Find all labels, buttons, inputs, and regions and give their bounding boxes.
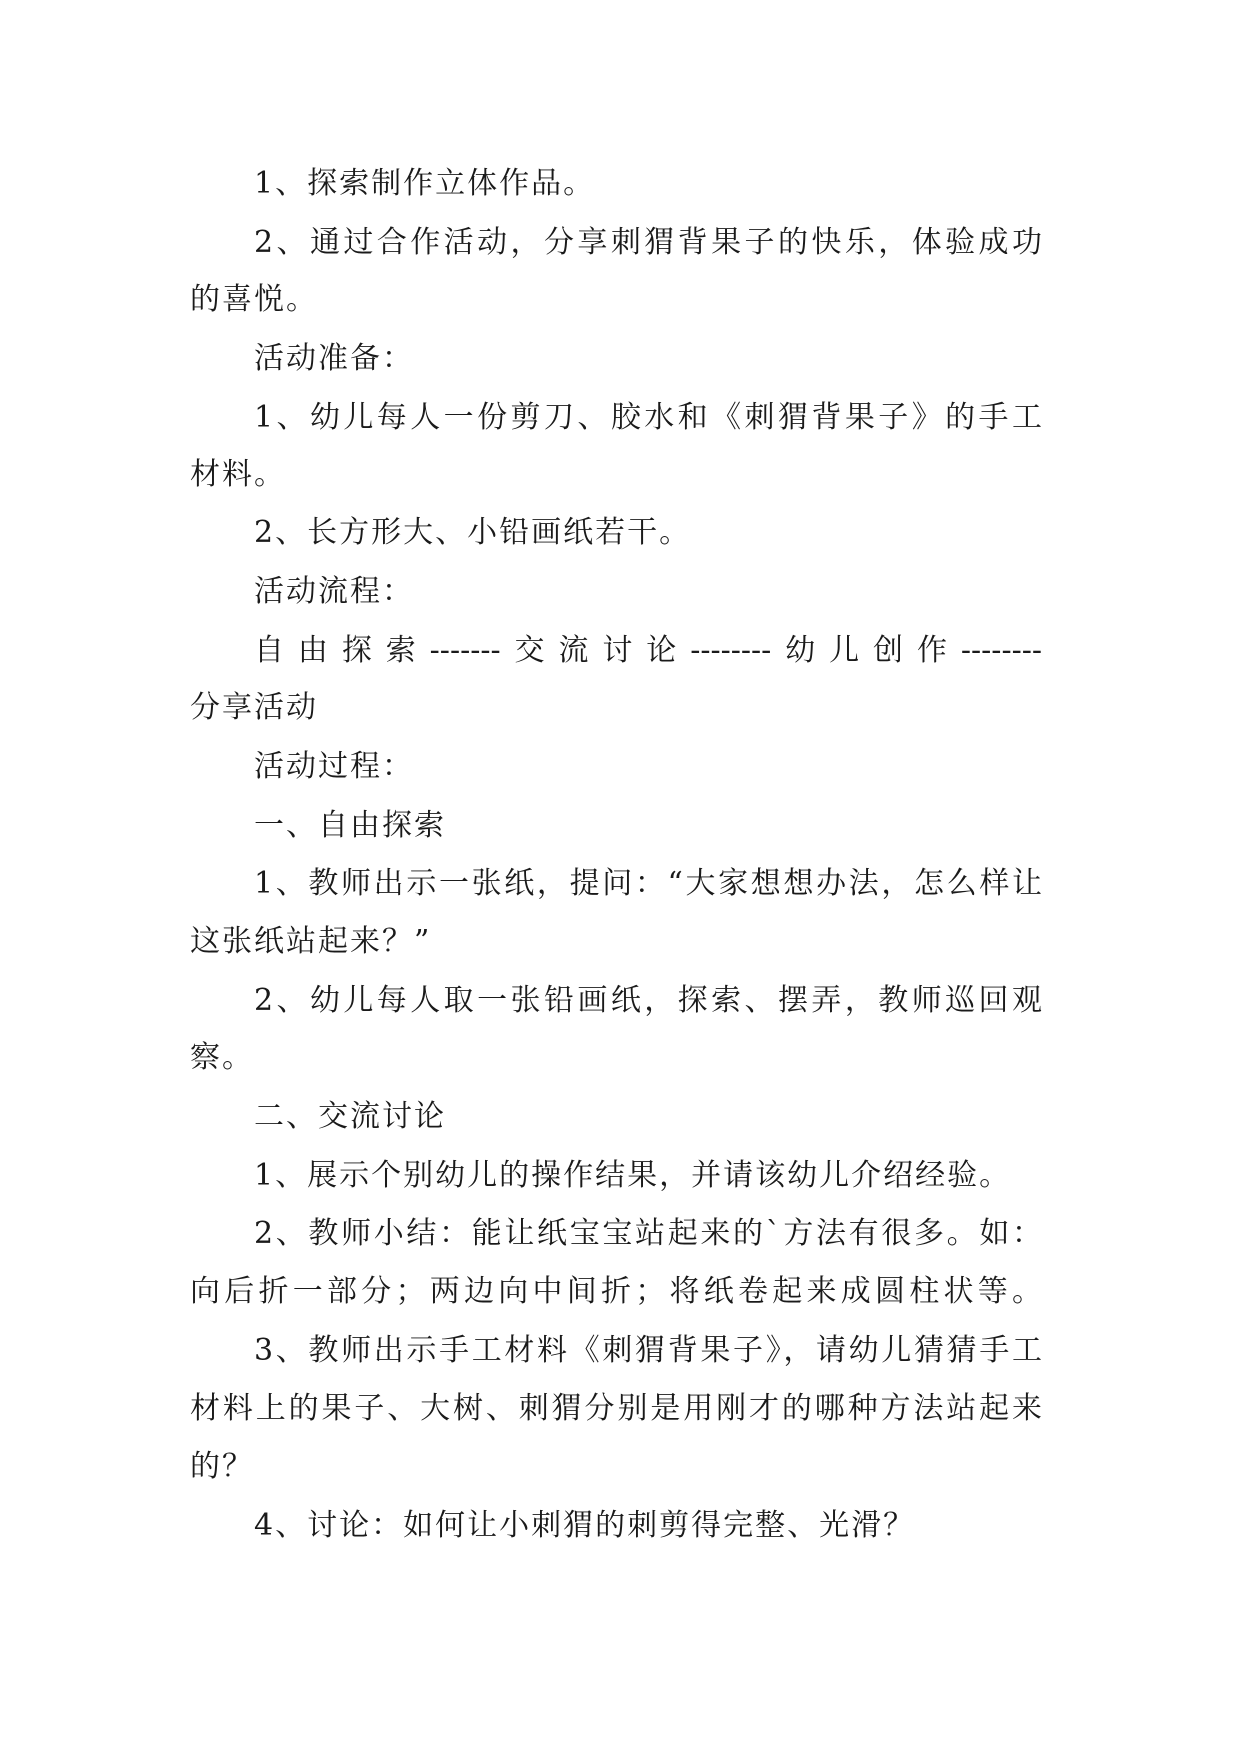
goal-line-2-cont: 的喜悦。 (190, 282, 318, 317)
prep-line-2: 2、长方形大、小铅画纸若干。 (254, 515, 692, 550)
explore-line-2-cont: 察。 (190, 1040, 254, 1075)
discuss-line-3-cont: 材料上的果子、大树、刺猬分别是用刚才的哪种方法站起来 (190, 1391, 1042, 1426)
discuss-line-3: 3、教师出示手工材料《刺猬背果子》，请幼儿猜猜手工 (254, 1333, 1042, 1368)
explore-line-1: 1、教师出示一张纸，提问：“大家想想办法，怎么样让 (254, 866, 1042, 901)
discuss-line-2: 2、教师小结：能让纸宝宝站起来的`方法有很多。如： (254, 1216, 1042, 1251)
goal-line-1: 1、探索制作立体作品。 (254, 166, 596, 201)
explore-line-2: 2、幼儿每人取一张铅画纸，探索、摆弄，教师巡回观 (254, 983, 1042, 1018)
discuss-line-4: 4、讨论：如何让小刺猬的刺剪得完整、光滑？ (254, 1508, 916, 1543)
section-heading-preparation: 活动准备： (254, 341, 414, 376)
discuss-line-3-end: 的？ (190, 1449, 254, 1484)
subsection-heading-discuss: 二、交流讨论 (254, 1099, 446, 1134)
discuss-line-2-cont: 向后折一部分；两边向中间折；将纸卷起来成圆柱状等。 (190, 1274, 1042, 1309)
flow-line: 自由探索-------交流讨论--------幼儿创作-------- (254, 633, 1042, 668)
section-heading-flow: 活动流程： (254, 574, 414, 609)
subsection-heading-explore: 一、自由探索 (254, 808, 446, 843)
section-heading-process: 活动过程： (254, 749, 414, 784)
goal-line-2: 2、通过合作活动，分享刺猬背果子的快乐，体验成功 (254, 225, 1042, 260)
prep-line-1-cont: 材料。 (190, 457, 286, 492)
discuss-line-1: 1、展示个别幼儿的操作结果，并请该幼儿介绍经验。 (254, 1158, 1012, 1193)
flow-line-cont: 分享活动 (190, 690, 318, 725)
explore-line-1-cont: 这张纸站起来？” (190, 924, 432, 959)
prep-line-1: 1、幼儿每人一份剪刀、胶水和《刺猬背果子》的手工 (254, 400, 1042, 435)
